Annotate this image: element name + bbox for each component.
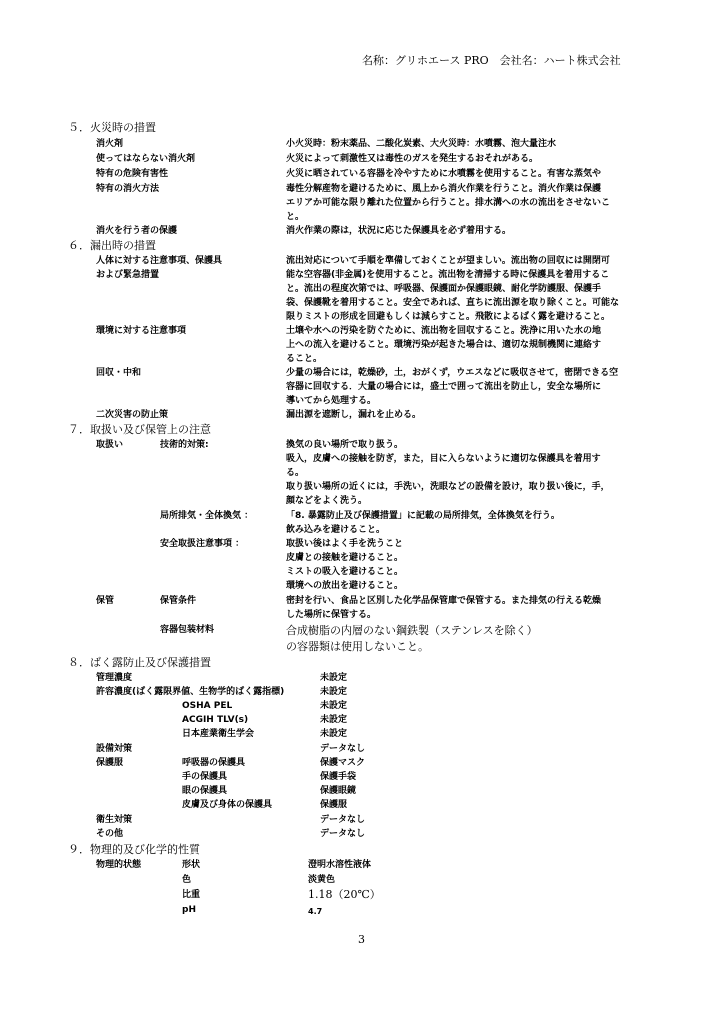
- technical-measures-line-2: 吸入，皮膚への接触を防ぎ，また，目に入らないように適切な保護具を着用す: [286, 454, 601, 464]
- extinguisher-label: 消火剤: [96, 139, 124, 149]
- local-ventilation-line-1: 「8. 暴露防止及び保護措置」に記載の局所排気，全体換気を行う。: [286, 511, 560, 521]
- personal-precautions-line-3: と。流出の程度次第では、呼吸器、保護面か保護眼鏡、耐化学防護服、保護手: [286, 284, 602, 294]
- acgih-tlv-value: 未設定: [320, 715, 348, 725]
- engineering-controls-label: 設備対策: [96, 744, 133, 754]
- unsuitable-extinguisher-value: 火災によって刺激性又は毒性のガスを発生するおそれがある。: [286, 154, 539, 164]
- control-concentration-label: 管理濃度: [96, 673, 133, 683]
- secondary-disaster-label: 二次災害の防止策: [96, 410, 169, 420]
- environmental-precautions-line-3: ること。: [286, 354, 323, 364]
- firefighting-method-line-3: と。: [286, 212, 305, 222]
- handling-label: 取扱い: [96, 440, 124, 450]
- acgih-tlv-label: ACGIH TLV(s): [182, 715, 249, 725]
- unsuitable-extinguisher-label: 使ってはならない消火剤: [96, 154, 196, 164]
- color-label: 色: [182, 875, 192, 885]
- specific-hazard-value: 火災に晒されている容器を冷やすために水噴霧を使用すること。有害な蒸気や: [286, 169, 602, 179]
- color-value: 淡黄色: [308, 875, 336, 885]
- recovery-line-2: 容器に回収する．大量の場合には，盛土で囲って流出を防止し，安全な場所に: [286, 382, 602, 392]
- jsoh-label: 日本産業衛生学会: [182, 729, 255, 739]
- storage-conditions-label: 保管条件: [160, 596, 197, 606]
- section-9-title: ９．物理的及び化学的性質: [68, 843, 200, 856]
- osha-pel-value: 未設定: [320, 701, 348, 711]
- packaging-label: 容器包装材料: [160, 625, 215, 635]
- other-label: その他: [96, 829, 124, 839]
- protective-clothing-label: 保護服: [96, 758, 124, 768]
- hand-protection-value: 保護手袋: [320, 772, 357, 782]
- skin-protection-label: 皮膚及び身体の保護具: [182, 800, 273, 810]
- local-ventilation-label: 局所排気・全体換気 ：: [160, 511, 254, 521]
- specific-gravity-value: 1.18（20℃）: [308, 888, 381, 901]
- personal-precautions-line-1: 流出対応について手順を準備しておくことが望ましい。流出物の回収には開閉可: [286, 256, 610, 266]
- storage-conditions-line-2: した場所に保管する。: [286, 610, 377, 620]
- personal-precautions-line-4: 袋、保護靴を着用すること。安全であれば、直ちに流出源を取り除くこと。可能な: [286, 298, 620, 308]
- skin-protection-value: 保護服: [320, 800, 348, 810]
- firefighting-method-line-1: 毒性分解産物を避けるために、風上から消火作業を行うこと。消火作業は保護: [286, 184, 602, 194]
- form-value: 澄明水溶性液体: [308, 860, 372, 870]
- firefighting-method-label: 特有の消火方法: [96, 184, 160, 194]
- firefighter-protection-value: 消火作業の際は，状況に応じた保護具を必ず着用する。: [286, 226, 512, 236]
- hygiene-measures-label: 衛生対策: [96, 815, 133, 825]
- recovery-label: 回収・中和: [96, 368, 142, 378]
- extinguisher-value: 小火災時：粉末薬品、二酸化炭素、大火災時：水噴霧、泡大量注水: [286, 139, 557, 149]
- safe-handling-line-1: 取扱い後はよく手を洗うこと: [286, 539, 404, 549]
- form-label: 形状: [182, 860, 201, 870]
- section-7-title: ７．取扱い及び保管上の注意: [68, 423, 211, 436]
- document-header: 名称：グリホエース PRO 会社名：ハート株式会社: [362, 54, 621, 67]
- personal-precautions-line-2: 能な空容器(非金属)を使用すること。流出物を清掃する時に保護具を着用するこ: [286, 270, 610, 280]
- eye-protection-label: 眼の保護具: [182, 786, 228, 796]
- hand-protection-label: 手の保護具: [182, 772, 228, 782]
- personal-precautions-label-2: および緊急措置: [96, 270, 160, 280]
- storage-conditions-line-1: 密封を行い、食品と区別した化学品保管庫で保管する。また排気の行える乾燥: [286, 596, 602, 606]
- storage-label: 保管: [96, 596, 115, 606]
- safe-handling-line-2: 皮膚との接触を避けること。: [286, 553, 404, 563]
- personal-precautions-label-1: 人体に対する注意事項、保護具: [96, 256, 223, 266]
- safe-handling-line-4: 環境への放出を避けること。: [286, 581, 404, 591]
- safe-handling-line-3: ミストの吸入を避けること。: [286, 567, 404, 577]
- recovery-line-3: 導いてから処理する。: [286, 396, 377, 406]
- respiratory-protection-label: 呼吸器の保護具: [182, 758, 246, 768]
- specific-hazard-label: 特有の危険有害性: [96, 169, 169, 179]
- specific-gravity-label: 比重: [182, 890, 201, 900]
- packaging-line-1: 合成樹脂の内層のない鋼鉄製（ステンレスを除く）: [286, 624, 538, 637]
- technical-measures-line-4: 取り扱い場所の近くには，手洗い，洗眼などの設備を設け，取り扱い後に，手，: [286, 482, 610, 492]
- personal-precautions-line-5: 限りミストの形成を回避もしくは減らすこと。飛散によるばく露を避けること。: [286, 312, 611, 322]
- jsoh-value: 未設定: [320, 729, 348, 739]
- recovery-line-1: 少量の場合には，乾燥砂，土，おがくず，ウエスなどに吸収させて，密閉できる空: [286, 368, 619, 378]
- section-5-title: ５．火災時の措置: [68, 121, 156, 134]
- other-value: データなし: [320, 829, 366, 839]
- environmental-precautions-label: 環境に対する注意事項: [96, 326, 187, 336]
- firefighter-protection-label: 消火を行う者の保護: [96, 226, 178, 236]
- hygiene-measures-value: データなし: [320, 815, 366, 825]
- exposure-limit-value: 未設定: [320, 687, 348, 697]
- firefighting-method-line-2: エリアか可能な限り離れた位置から行うこと。排水溝への水の流出をさせないこ: [286, 198, 611, 208]
- environmental-precautions-line-1: 土壌や水への汚染を防ぐために、流出物を回収すること。洗浄に用いた水の地: [286, 326, 602, 336]
- secondary-disaster-value: 漏出源を遮断し，漏れを止める。: [286, 410, 422, 420]
- environmental-precautions-line-2: 上への流入を避けること。環境汚染が起きた場合は、適切な規制機関に連絡す: [286, 340, 602, 350]
- page-number: 3: [358, 933, 365, 946]
- technical-measures-line-1: 換気の良い場所で取り扱う。: [286, 440, 404, 450]
- engineering-controls-value: データなし: [320, 744, 366, 754]
- ph-label: pH: [182, 905, 196, 915]
- packaging-line-2: の容器類は使用しないこと。: [286, 640, 429, 653]
- safe-handling-label: 安全取扱注意事項 ：: [160, 539, 245, 549]
- local-ventilation-line-2: 飲み込みを避けること。: [286, 525, 386, 535]
- ph-value: 4.7: [308, 907, 323, 916]
- section-6-title: ６．漏出時の措置: [68, 239, 156, 252]
- control-concentration-value: 未設定: [320, 673, 348, 683]
- technical-measures-label: 技術的対策:: [160, 440, 209, 450]
- section-8-title: ８．ばく露防止及び保護措置: [68, 656, 211, 669]
- exposure-limit-label: 許容濃度(ばく露限界値、生物学的ばく露指標): [96, 687, 285, 697]
- physical-state-label: 物理的状態: [96, 860, 142, 870]
- technical-measures-line-5: 顔などをよく洗う。: [286, 496, 368, 506]
- technical-measures-line-3: る。: [286, 468, 305, 478]
- osha-pel-label: OSHA PEL: [182, 701, 233, 711]
- eye-protection-value: 保護眼鏡: [320, 786, 357, 796]
- respiratory-protection-value: 保護マスク: [320, 758, 366, 768]
